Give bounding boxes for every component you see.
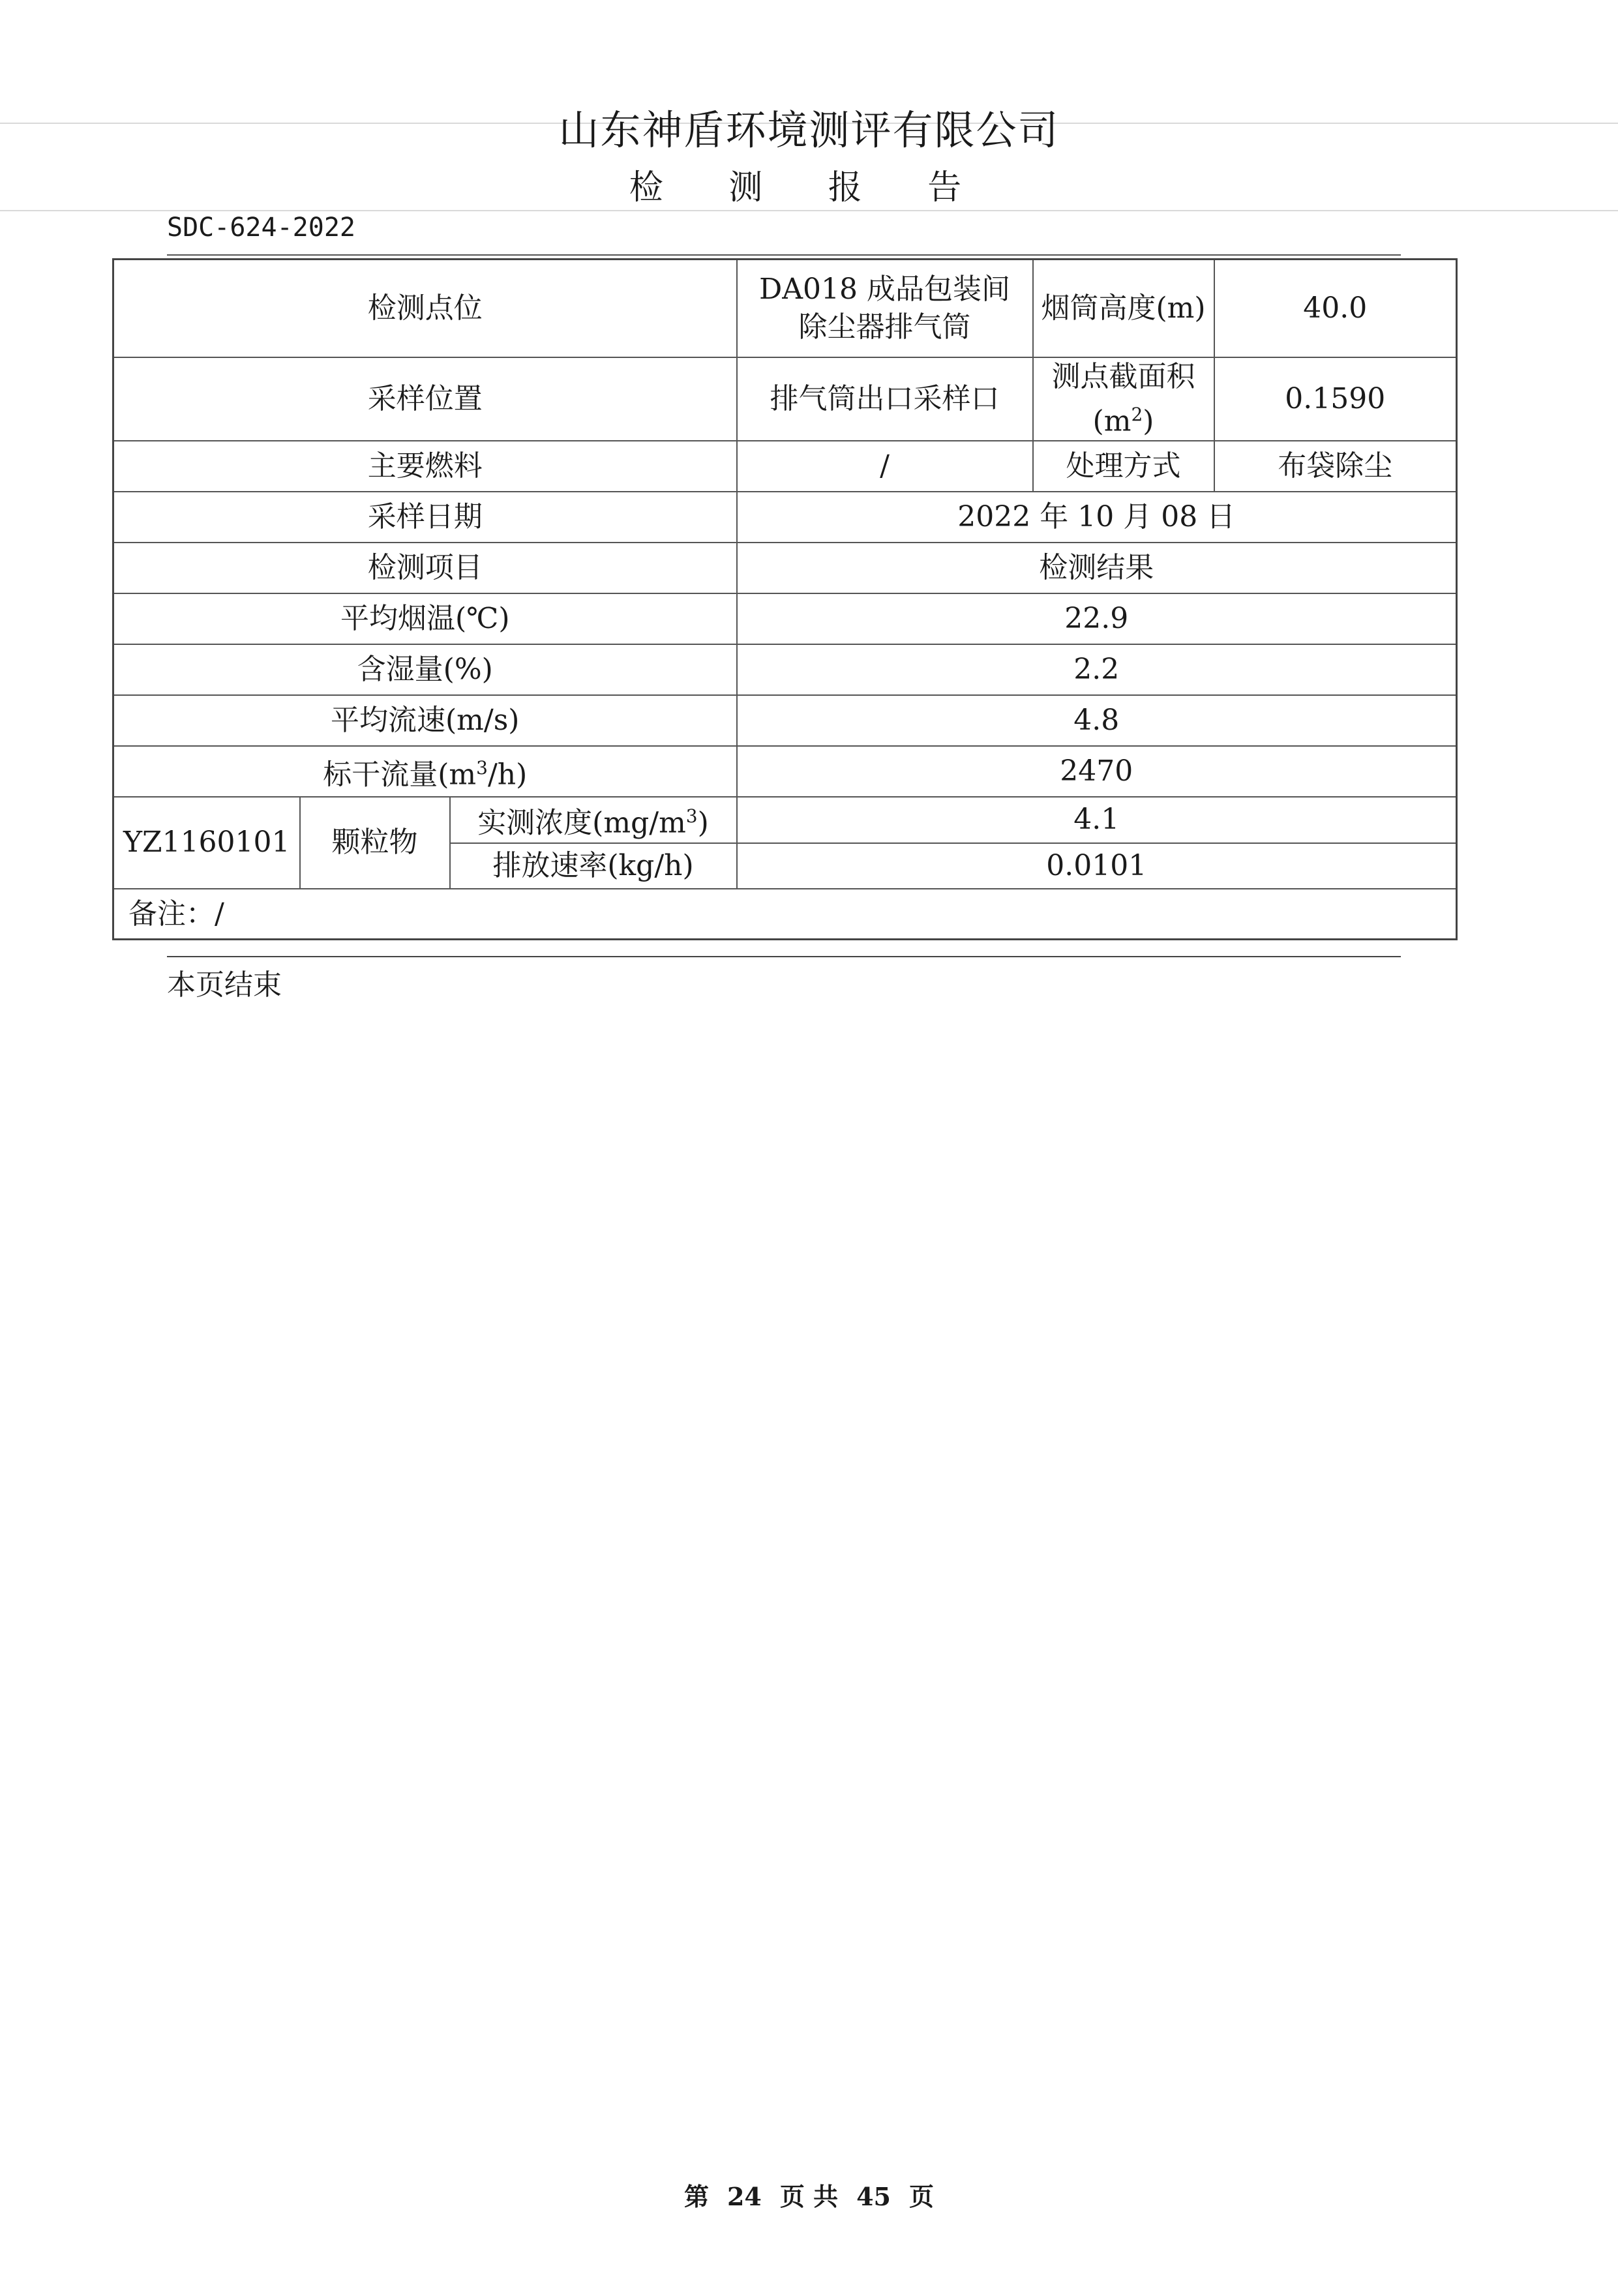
avg-velocity-label: 平均流速(m/s): [113, 695, 737, 746]
std-flow-label: 标干流量$(m^3/h)$: [113, 746, 737, 797]
report-number: SDC-624-2022: [167, 213, 355, 243]
table-row: [113, 441, 1457, 492]
company-name: 山东神盾环境测评有限公司: [558, 106, 1060, 154]
treatment-label: 处理方式: [1033, 441, 1214, 492]
sampling-date-value: 2022 年 10 月 08 日: [737, 492, 1457, 543]
monitoring-table: [112, 258, 1458, 940]
remark: 备注：/: [113, 889, 1457, 940]
main-fuel-value: /: [737, 441, 1033, 492]
table-row: [113, 644, 1457, 695]
footer-total: 45: [856, 2182, 891, 2211]
treatment-value: 布袋除尘: [1214, 441, 1457, 492]
footer-suffix: 页: [909, 2182, 935, 2211]
page-end-text: 本页结束: [167, 968, 282, 1002]
table-row: [113, 357, 1457, 441]
point-value-line1: DA018 成品包装间: [758, 272, 1011, 306]
point-value-line2: 除尘器排气筒: [798, 310, 971, 344]
moisture-value: 2.2: [737, 644, 1457, 695]
sampling-position-label: 采样位置: [113, 357, 737, 441]
page-footer: [0, 2177, 1618, 2213]
avg-velocity-value: 4.8: [737, 695, 1457, 746]
emission-rate-value: 0.0101: [737, 843, 1457, 889]
end-divider: [167, 956, 1401, 957]
item-header: 检测项目: [113, 543, 737, 593]
result-header: 检测结果: [737, 543, 1457, 593]
table-row: [113, 260, 1457, 357]
table-row: [113, 746, 1457, 797]
table-row: [113, 695, 1457, 746]
pollutant-code: YZ1160101: [113, 797, 300, 889]
point-label: 检测点位: [113, 260, 737, 357]
report-number-rule: [167, 254, 1401, 256]
section-area-value: 0.1590: [1214, 357, 1457, 441]
sampling-date-label: 采样日期: [113, 492, 737, 543]
table-row: [113, 889, 1457, 940]
table-row: [113, 492, 1457, 543]
title-divider: [0, 210, 1618, 211]
footer-middle: 页 共: [779, 2182, 839, 2211]
section-area-label: 测点截面积$(m^2)$: [1033, 357, 1214, 441]
pollutant-name: 颗粒物: [300, 797, 450, 889]
point-value: [737, 260, 1033, 357]
sampling-position-value: 排气筒出口采样口: [737, 357, 1033, 441]
report-subtitle: 检 测 报 告: [629, 168, 989, 207]
table-row: [113, 593, 1457, 644]
std-flow-value: 2470: [737, 746, 1457, 797]
stack-height-value: 40.0: [1214, 260, 1457, 357]
concentration-label: 实测浓度$(mg/m^3)$: [450, 797, 737, 843]
table-row: [113, 543, 1457, 593]
table-row: [113, 797, 1457, 843]
emission-rate-label: 排放速率(kg/h): [450, 843, 737, 889]
avg-temp-label: 平均烟温(℃): [113, 593, 737, 644]
avg-temp-value: 22.9: [737, 593, 1457, 644]
stack-height-label: 烟筒高度(m): [1033, 260, 1214, 357]
footer-page: 24: [727, 2182, 762, 2211]
main-fuel-label: 主要燃料: [113, 441, 737, 492]
footer-prefix: 第: [683, 2182, 709, 2211]
concentration-value: 4.1: [737, 797, 1457, 843]
moisture-label: 含湿量(%): [113, 644, 737, 695]
